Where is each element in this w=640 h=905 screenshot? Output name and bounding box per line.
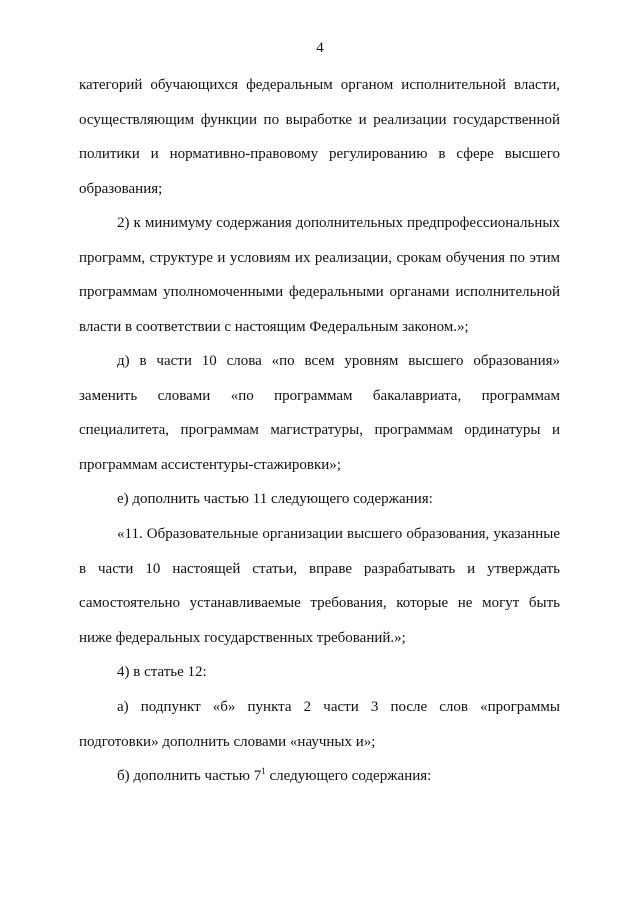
document-body-5 [79,517,560,655]
document-body-7 [79,690,560,759]
paragraph-2: 2) к минимуму содержания дополнительных предпрофессиональных программ, структуре и условиям их реализации, срокам обучения по этим программам уполномоченными федеральными органами исполнительной власти в соответствии с настоящим Федеральным законом.»; [79,215,560,335]
paragraph-1: категорий обучающихся федеральным органом исполнительной власти, осуществляющим функции по выработке и реализации государственной политики и нормативно-правовому регулированию в сфере высшего образования; [79,77,560,197]
document-body-3 [79,344,560,482]
paragraph-6: 4) в статье 12: [117,664,207,680]
paragraph-8-text-before: б) дополнить частью 7 [117,768,262,784]
page-number: 4 [316,40,324,56]
paragraph-8-text-after: следующего содержания: [265,768,432,784]
paragraph-7: а) подпункт «б» пункта 2 части 3 после слов «программы подготовки» дополнить словами «научных и»; [79,699,560,750]
paragraph-8-superscript: 1 [261,766,266,776]
document-body-2 [79,206,560,344]
paragraph-5: «11. Образовательные организации высшего образования, указанные в части 10 настоящей статьи, вправе разрабатывать и утверждать самостоятельно устанавливаемые требования, которые не могут быть ниже федеральных государственных требований.»; [79,526,560,646]
document-body-4 [79,482,560,517]
paragraph-3: д) в части 10 слова «по всем уровням высшего образования» заменить словами «по программам бакалавриата, программам специалитета, программам магистратуры, программам ординатуры и программам ассистентуры-стажировки»; [79,353,560,473]
document-body-8 [79,759,560,794]
document-body-6 [79,655,560,690]
document-body [79,68,560,206]
paragraph-8 [79,759,560,794]
paragraph-4: е) дополнить частью 11 следующего содержания: [117,491,433,507]
